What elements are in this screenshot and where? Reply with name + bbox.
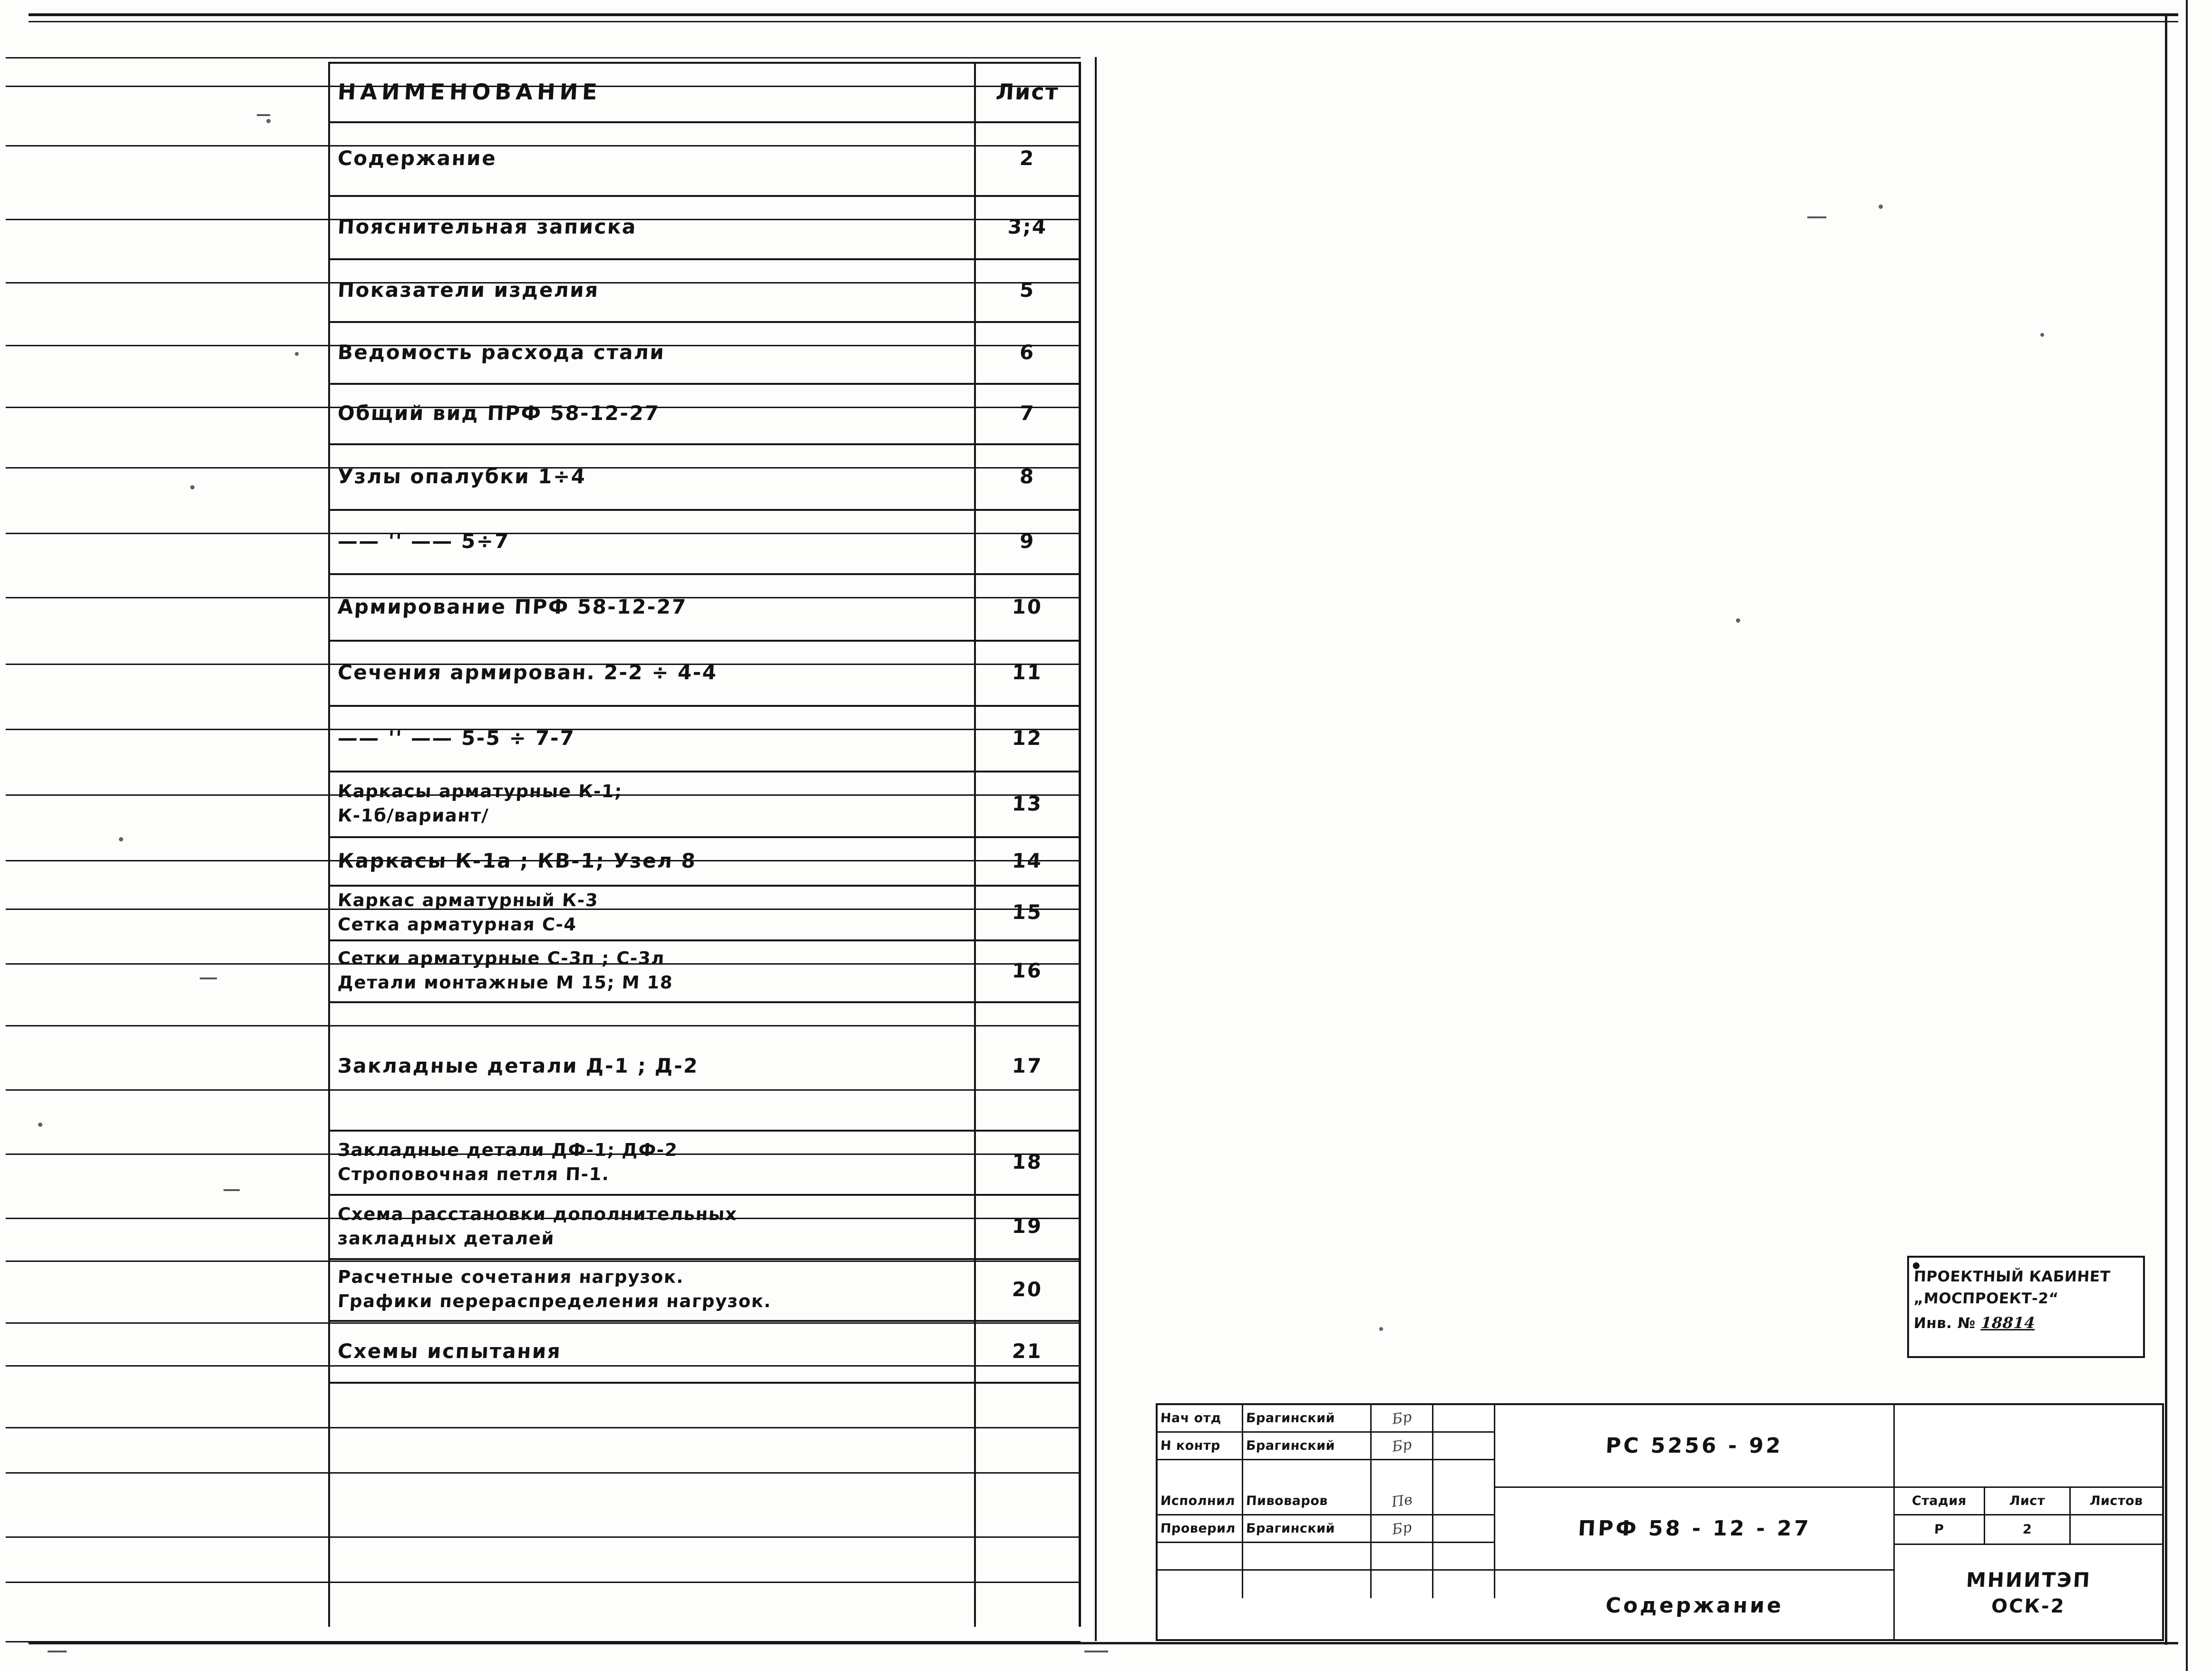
role-sign-2: Пв <box>1372 1488 1433 1515</box>
role-label-1: Н контр <box>1158 1433 1243 1460</box>
contents-name-line1: Узлы опалубки 1÷4 <box>337 464 587 488</box>
contents-page-number: 17 <box>1011 1054 1043 1077</box>
contents-row-name <box>328 1001 975 1130</box>
scan-speck <box>295 352 299 356</box>
role-blank-4 <box>1158 1571 1243 1598</box>
cabinet-inv-label: Инв. № <box>1913 1315 1976 1332</box>
contents-name-line1: Пояснительная записка <box>337 215 638 238</box>
frame-border-right <box>2165 13 2167 1645</box>
contents-row <box>328 885 1080 939</box>
ruled-line <box>6 1582 1081 1583</box>
scan-speck <box>1379 1327 1383 1331</box>
scan-dash <box>1084 1651 1108 1652</box>
contents-row-name <box>328 383 975 443</box>
role-name-3: Брагинский <box>1243 1515 1372 1543</box>
contents-row <box>328 1258 1080 1320</box>
cabinet-line1: ПРОЕКТНЫЙ КАБИНЕТ <box>1913 1268 2111 1285</box>
contents-row-name <box>328 573 975 640</box>
contents-row <box>328 258 1080 321</box>
contents-page-number: 16 <box>1011 958 1043 982</box>
contents-name-line2: Графики перераспределения нагрузок. <box>337 1291 772 1311</box>
role-name-1: Брагинский <box>1243 1433 1372 1460</box>
contents-page-number: 15 <box>1011 900 1043 924</box>
scan-dash <box>48 1651 67 1652</box>
contents-page-number: 11 <box>1011 661 1043 684</box>
contents-name-line1: Армирование ПРФ 58-12-27 <box>337 595 688 618</box>
scan-speck <box>190 485 195 489</box>
role-blank-2 <box>1372 1543 1433 1571</box>
contents-name-line2: закладных деталей <box>337 1228 555 1249</box>
contents-row-page <box>975 258 1080 321</box>
contents-row-name <box>328 836 975 885</box>
contents-row-name <box>328 509 975 573</box>
contents-row <box>328 1001 1080 1130</box>
role-blank-0 <box>1158 1543 1243 1571</box>
scan-speck <box>2040 333 2044 337</box>
contents-name-line1: Каркас арматурный К-3 <box>337 889 599 910</box>
organization: МНИИТЭП ОСК-2 <box>1965 1568 2092 1617</box>
contents-row-name <box>328 258 975 321</box>
role-spacer-3 <box>1372 1460 1433 1488</box>
contents-row <box>328 443 1080 509</box>
contents-row-page <box>975 195 1080 258</box>
contents-row-page <box>975 705 1080 771</box>
stage-value-0: Р <box>1895 1515 1985 1545</box>
frame-border-right-outer <box>2186 0 2188 1671</box>
contents-page-number: 13 <box>1011 792 1043 815</box>
contents-row-page <box>975 836 1080 885</box>
contents-row-name <box>328 195 975 258</box>
contents-page-number: 7 <box>1019 401 1036 425</box>
role-sign-0: Бр <box>1372 1405 1433 1433</box>
contents-row <box>328 640 1080 705</box>
role-name-0: Брагинский <box>1243 1405 1372 1433</box>
contents-row-name <box>328 939 975 1001</box>
role-date-2 <box>1433 1488 1495 1515</box>
contents-name-line1: —— '' —— 5÷7 <box>337 529 510 553</box>
contents-row-name <box>328 1130 975 1194</box>
contents-row <box>328 1320 1080 1382</box>
role-date-1 <box>1433 1433 1495 1460</box>
contents-page-number: 12 <box>1011 726 1043 750</box>
contents-row-page <box>975 509 1080 573</box>
contents-row-page <box>975 1194 1080 1258</box>
contents-row <box>328 121 1080 195</box>
contents-name-line1: Схемы испытания <box>337 1339 562 1363</box>
contents-name-line1: Каркасы арматурные К-1; <box>337 781 623 801</box>
frame-border-top-inner <box>29 21 2178 22</box>
contents-row <box>328 1130 1080 1194</box>
ruled-line <box>6 1472 1081 1474</box>
contents-row-page <box>975 1320 1080 1382</box>
role-label-2: Исполнил <box>1158 1488 1243 1515</box>
contents-name-line1: Каркасы К-1а ; КВ-1; Узел 8 <box>337 849 697 872</box>
contents-name-line1: Расчетные сочетания нагрузок. <box>337 1267 685 1287</box>
contents-row-page <box>975 383 1080 443</box>
contents-row <box>328 509 1080 573</box>
role-blank-5 <box>1243 1571 1372 1598</box>
scan-speck <box>119 837 123 841</box>
scan-dash <box>1807 216 1826 218</box>
contents-row-page <box>975 885 1080 939</box>
scan-speck <box>1736 618 1740 623</box>
contents-row-name <box>328 771 975 836</box>
table-rail-outer <box>1095 57 1097 1641</box>
ruled-line <box>6 1641 1081 1642</box>
title-block <box>1156 1403 2164 1641</box>
scan-speck <box>1879 205 1883 209</box>
ruled-line <box>6 57 1081 59</box>
contents-page-number: 3;4 <box>1007 215 1048 238</box>
contents-row <box>328 195 1080 258</box>
contents-row-name <box>328 1194 975 1258</box>
contents-row <box>328 1194 1080 1258</box>
contents-row-name <box>328 321 975 383</box>
contents-row <box>328 939 1080 1001</box>
contents-row <box>328 836 1080 885</box>
contents-row-name <box>328 705 975 771</box>
contents-row-page <box>975 121 1080 195</box>
contents-page-number: 6 <box>1019 340 1036 364</box>
contents-page-number: 8 <box>1019 464 1036 488</box>
contents-page-number: 20 <box>1011 1277 1043 1301</box>
contents-row-name <box>328 885 975 939</box>
contents-row-page <box>975 573 1080 640</box>
product-code: ПРФ 58 - 12 - 27 <box>1495 1488 1895 1571</box>
contents-name-line1: —— '' —— 5-5 ÷ 7-7 <box>337 726 576 750</box>
role-spacer <box>1158 1460 1243 1488</box>
role-name-2: Пивоваров <box>1243 1488 1372 1515</box>
contents-row-name <box>328 121 975 195</box>
role-blank-6 <box>1372 1571 1433 1598</box>
role-date-0 <box>1433 1405 1495 1433</box>
contents-name-line1: Схема расстановки дополнительных <box>337 1203 738 1224</box>
contents-row-page <box>975 1001 1080 1130</box>
scan-dash <box>200 977 217 979</box>
contents-page-number: 9 <box>1019 529 1036 553</box>
contents-row-name <box>328 1320 975 1382</box>
contents-row-page <box>975 443 1080 509</box>
contents-name-line2: Детали монтажные М 15; М 18 <box>337 972 674 993</box>
contents-page-number: 14 <box>1011 849 1043 872</box>
role-label-3: Проверил <box>1158 1515 1243 1543</box>
contents-row <box>328 321 1080 383</box>
contents-row-page <box>975 1130 1080 1194</box>
role-blank-3 <box>1433 1543 1495 1571</box>
document-name: Содержание <box>1495 1571 1895 1640</box>
stage-header-2: Листов <box>2071 1488 2162 1515</box>
role-blank-1 <box>1243 1543 1372 1571</box>
contents-page-number: 2 <box>1019 147 1036 170</box>
contents-row-page <box>975 640 1080 705</box>
contents-name-line1: Ведомость расхода стали <box>337 340 666 364</box>
contents-row-page <box>975 1258 1080 1320</box>
project-code: РС 5256 - 92 <box>1495 1405 1895 1488</box>
contents-row-page <box>975 62 1080 121</box>
contents-name-line1: НАИМЕНОВАНИЕ <box>337 78 602 105</box>
contents-row <box>328 771 1080 836</box>
scan-speck <box>38 1123 42 1127</box>
contents-name-line1: Содержание <box>337 147 497 170</box>
contents-page-number: 21 <box>1011 1339 1043 1363</box>
contents-row-name <box>328 1258 975 1320</box>
scan-dash <box>224 1189 240 1191</box>
cabinet-line2: „МОСПРОЕКТ-2“ <box>1913 1290 2059 1307</box>
ruled-line <box>6 1427 1081 1428</box>
contents-name-line1: Сетки арматурные С-3п ; С-3л <box>337 948 665 968</box>
role-blank-7 <box>1433 1571 1495 1598</box>
contents-page-number: 5 <box>1019 278 1036 302</box>
contents-header-row <box>328 62 1080 121</box>
role-spacer-4 <box>1433 1460 1495 1488</box>
contents-page-number: Лист <box>995 78 1060 105</box>
scan-speck <box>266 119 271 123</box>
contents-row-page <box>975 939 1080 1001</box>
contents-row-page <box>975 771 1080 836</box>
contents-row <box>328 573 1080 640</box>
contents-name-line2: Строповочная петля П-1. <box>337 1163 610 1184</box>
contents-row <box>328 383 1080 443</box>
stage-header-1: Лист <box>1985 1488 2071 1515</box>
stage-value-2 <box>2071 1515 2162 1545</box>
contents-page-number: 10 <box>1011 595 1043 618</box>
role-spacer-2 <box>1243 1460 1372 1488</box>
stage-header-0: Стадия <box>1895 1488 1985 1515</box>
contents-name-line1: Сечения армирован. 2-2 ÷ 4-4 <box>337 661 718 684</box>
contents-name-line2: К-1б/вариант/ <box>337 805 489 826</box>
contents-name-line1: Закладные детали Д-1 ; Д-2 <box>337 1054 700 1077</box>
stage-value-1: 2 <box>1985 1515 2071 1545</box>
contents-name-line2: Сетка арматурная С-4 <box>337 914 577 935</box>
contents-row-name <box>328 443 975 509</box>
cabinet-inv-value: 18814 <box>1980 1314 2036 1332</box>
contents-name-line1: Общий вид ПРФ 58-12-27 <box>337 401 661 425</box>
contents-page-number: 18 <box>1011 1150 1043 1173</box>
contents-name-line1: Закладные детали ДФ-1; ДФ-2 <box>337 1139 679 1160</box>
role-label-0: Нач отд <box>1158 1405 1243 1433</box>
frame-border-top <box>29 13 2178 16</box>
right-top-blank <box>1895 1405 2162 1488</box>
role-sign-3: Бр <box>1372 1515 1433 1543</box>
scan-dash <box>257 114 270 116</box>
contents-page-number: 19 <box>1011 1214 1043 1238</box>
cabinet-stamp <box>1907 1256 2145 1358</box>
role-sign-1: Бр <box>1372 1433 1433 1460</box>
contents-row-page <box>975 321 1080 383</box>
ruled-line <box>6 1536 1081 1538</box>
contents-row-divider <box>328 1382 1081 1384</box>
contents-row-name <box>328 640 975 705</box>
contents-row <box>328 705 1080 771</box>
role-date-3 <box>1433 1515 1495 1543</box>
contents-row-name <box>328 62 975 121</box>
contents-name-line1: Показатели изделия <box>337 278 600 302</box>
